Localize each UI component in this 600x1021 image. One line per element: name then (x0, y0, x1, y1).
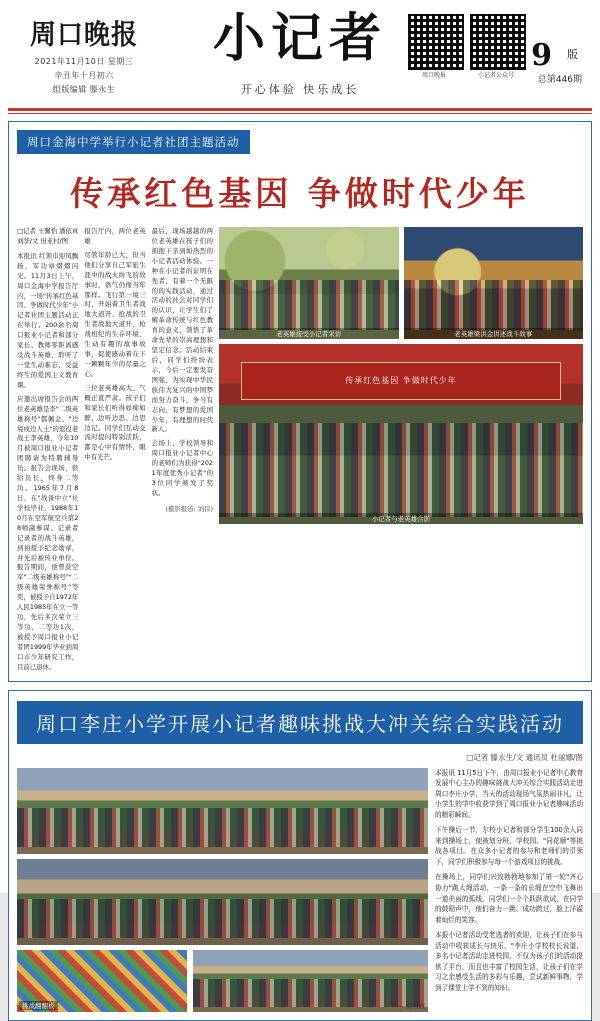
article1-col4-text: 尽管年龄已大，但当他们分享自己军旅生涯中的战火纷飞的故事时，语气仍像当年那样。飞行第一境三时，开始着卫生者战地大道开、抢战的卫生者战地大道开、枪战相纪的生存环境，生动有趣的故事故事，促使感动着在下一颗颗年少的尽量之心。 (84, 250, 146, 378)
article2-photo-group (17, 768, 428, 1012)
lunar-date: 辛丑年十月初六 (54, 71, 114, 80)
qr-caption-1: 周口晚报 (421, 72, 446, 79)
article2-photo-3 (17, 950, 187, 1012)
article-secondary (8, 690, 592, 1021)
article1-col5-text: 三位老英雄高大、气概正直严肃。孩子们和家长们听得如痴如醉，边听边思、边思边记。同学们互动交流时提问特别活跃，都是心中有情怀，眼中有光芒。 (84, 383, 146, 462)
photo-figures (219, 423, 583, 517)
slogan: 开心体验 快乐成长 (240, 82, 360, 96)
article1-text-columns (17, 227, 213, 673)
qr-code-secondary-icon[interactable] (468, 12, 528, 72)
article1-headline: 传承红色基因 争做时代少年 (70, 174, 530, 213)
article2-para-1: 本报讯 11月5日下午，由周口报业小记者中心教育发展中心主办的趣味挑战大冲关综合实践活动走进周口李庄小学，当天的活动现场气氛热闹非凡，让小学生的学中收获学到了周口报业小记者趣味活动的精彩瞬间。 (435, 768, 583, 819)
article1-photo-2-caption: 老英雄梁洪金讲述战斗故事 (404, 328, 584, 339)
article2-para-2: 下午操后一节，尔校小记者和部分学生100余人同来到操场上，便被划分班、学校园、"同花顺"等挑战各项目。在众多小记者的参与和老师们的引领下，同学们积极参与每一个游戏项目的挑战。 (435, 826, 583, 866)
article1-col3-text: 报告厅内，两位老英雄 (84, 227, 146, 245)
article2-headline: 周口李庄小学开展小记者趣味挑战大冲关综合实践活动 (17, 701, 583, 744)
photo-figures (404, 280, 584, 330)
article1-byline: □记者 王馨怡 潘依真 刘华/文 田亚村/图 (17, 227, 79, 245)
article1-photo-2 (404, 227, 584, 339)
article2-photo-4 (193, 950, 428, 1012)
article1-col7-text: 会场上，学校领导和周口报业小记者中心的老师们为获得"2021年度优秀小记者"的3位同学颁发了奖状。 (151, 439, 213, 497)
article2-photo-right-caption: —圆刻底 (399, 1001, 425, 1010)
article2-para-4: 本报小记者活动受老选者的欢迎，让孩子们在参与活动中收获成长与快乐，"李庄小学校校长说道，多名小记者活动走进校园，不仅为孩子们的活动提供了平台，而且也丰富了校园生活，让孩子们在学习之余感受生活的多彩与乐趣，尝试新鲜事物，学到了课堂上学不到的知识。 (435, 931, 583, 992)
masthead-divider-thin (8, 113, 592, 114)
article1-photo-3-caption: 小记者与老英雄合影 (219, 513, 583, 524)
article1-col1-text: 本报讯 红领巾迎风飘扬，军功章熠熠闪光。11月3日上午，周口金海中学报告厅内，一场"传承红色基因、争做时代少年"小记者社团主题活动正在举行。200余名周口报业小记者和部分家长、教师零距离感受战斗英雄，聆听了一堂生动难忘、受益终生的爱国主义教育课。 (17, 251, 79, 389)
paper-logo: 周口晚报 (29, 19, 138, 51)
article2-photo-1 (17, 768, 428, 854)
page-title: 小记者 (212, 8, 387, 69)
photo-figures (219, 280, 399, 330)
article-primary (8, 121, 592, 682)
article1-column-3 (152, 227, 213, 673)
article2-para-3: 在操场上，同学们兴致勃勃地参加了第一轮"齐心协力"跳大绳活动，一条一条的长绳在空中飞舞出一道美丽的弧线，同学们一个个跃跃欲试，在同学的鼓励声中，他们奋力一跳、成功跨过，脸上洋溢着灿烂的笑容。 (435, 873, 583, 924)
issue-total: 总第446期 (537, 75, 582, 85)
article1-photo-1-caption: 老英雄接受小记者采访 (219, 328, 399, 339)
qr-caption-2: 小记者公众号 (477, 72, 514, 79)
article1-photo-1 (219, 227, 399, 339)
article1-photo-banner: 传承红色基因 争做时代少年 (241, 362, 561, 400)
photo-figures (17, 899, 428, 938)
page-number-unit: 版 (567, 48, 578, 61)
photo-figures (193, 979, 428, 1007)
publish-date: 2021年11月10日 星期三 (34, 57, 134, 66)
article1-photo-group (219, 227, 583, 673)
masthead (8, 6, 592, 106)
article1-photo-3 (219, 344, 583, 524)
article1-signature: (摄影报道: 刘伟) (165, 504, 213, 513)
qr-code-icon[interactable] (406, 12, 466, 72)
article1-col6-text: 最后，现场越越的两位老英雄在孩子们的拥抱下亲到如热烈的小记者活动体验。一种在小记者的证明在先者，有着一个无限的的实践活动，通过活动的社会对同学们的认识，让学生们了解革命传统与红色教育的意义，领悟了革命先辈的崇高理想和坚定信念。活动结束后，同学们纷纷表示，今后一定要发奋图强，为实现中华民族伟大复兴的中国梦而努力奋斗，争当有志向、有梦想的爱国少年，有理想的时代新人。 (151, 227, 213, 434)
article2-byline: □记者 滕永生/文 通讯员 杜丽娜/图 (466, 752, 583, 762)
page-number: 9 (531, 38, 552, 73)
article1-column-1 (17, 227, 78, 673)
article1-column-2 (84, 227, 145, 673)
article1-shoulder: 周口金海中学举行小记者社团主题活动 (17, 130, 250, 154)
article1-col2-text: 应邀出席报告会的两位老英雄是李"二级英雄称号"都佩金、"边境戍边人士"的退役老战士李英雄，今年10月被周口报业小记者团聘请为特聘辅导员。报告会现场，供给员长、终身二等功。1965年7月8日，在"战备中立"社学校毕业，1988年10月在空军航空兵第28师副参谋、记录者记录者的战斗英雄，到初授予纪念勋章，并先后被传业单位。报告期间，他曾获空军"二级英雄称号""二级英雄荣誉称号"等奖，被授予自1972年人民1985年在立一等功，先后多次荣立三等功，二等功1次，被授予周口报业小记者团1999年毕业到周口市少年研究工作，目前已退休。 (17, 394, 79, 671)
editor-credit: 组版编辑 滕永生 (52, 85, 116, 94)
masthead-right (406, 12, 586, 100)
photo-figures (17, 808, 428, 847)
article2-photo-2 (17, 859, 428, 945)
article2-text (435, 768, 583, 1012)
article2-photo-left-caption: 挑战翻翻板 (19, 1001, 58, 1010)
masthead-divider (8, 108, 592, 111)
